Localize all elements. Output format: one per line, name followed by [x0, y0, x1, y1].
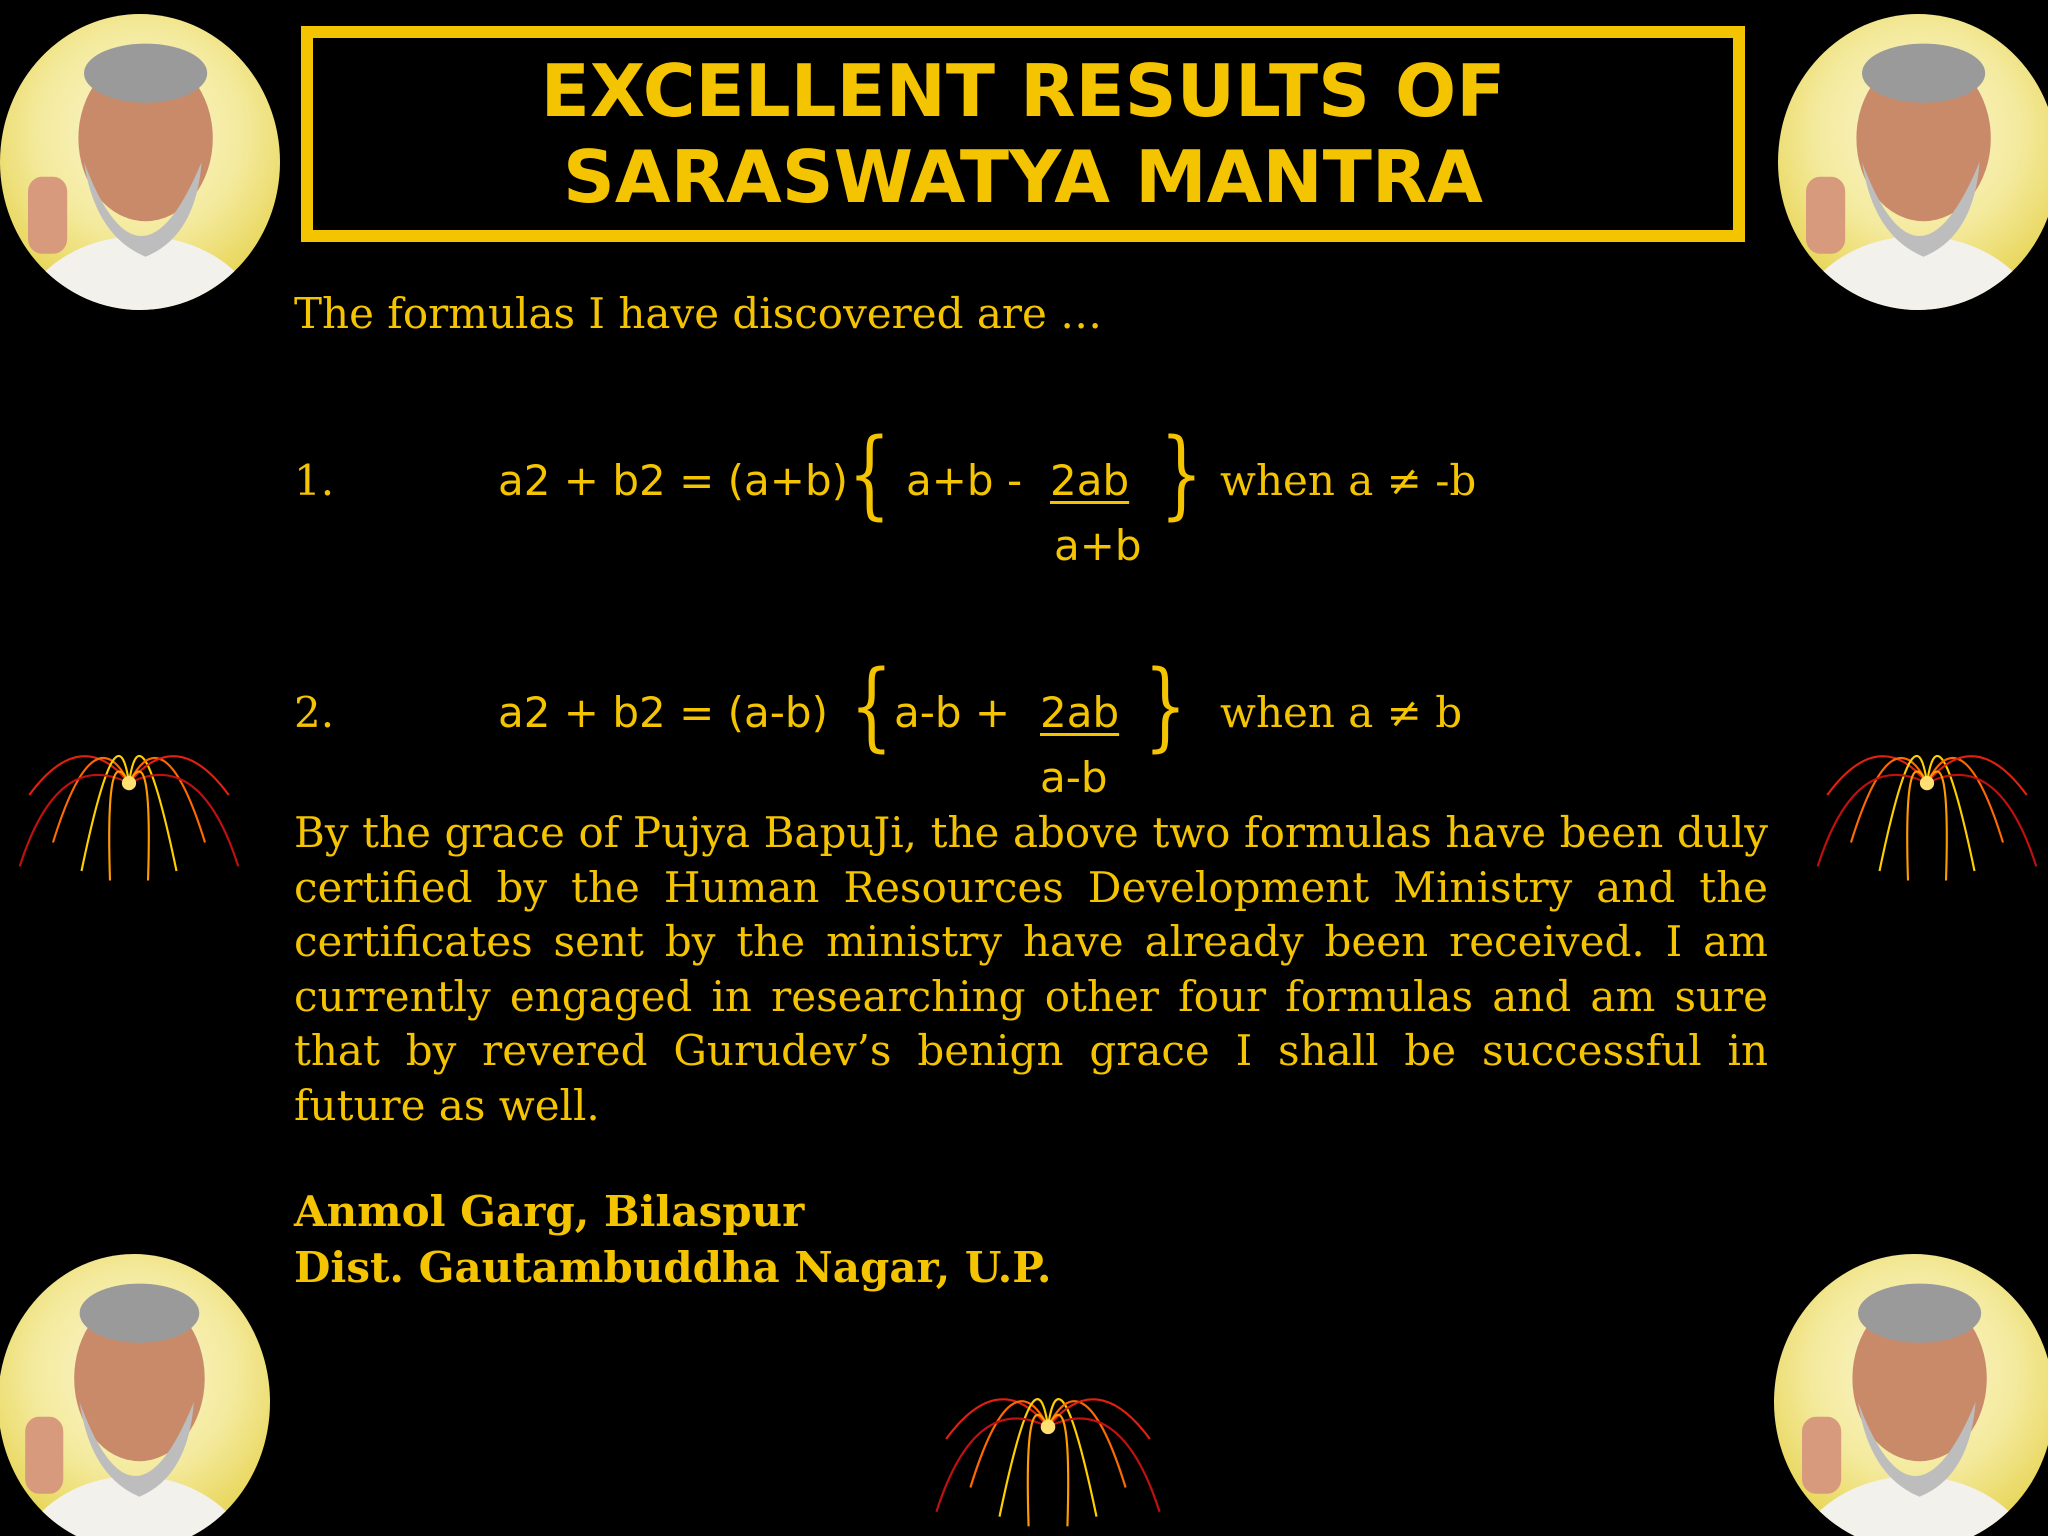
- formula-inner: a+b -: [906, 456, 1023, 505]
- close-brace: }: [1144, 650, 1187, 762]
- signature-name: Anmol Garg, Bilaspur: [294, 1187, 805, 1236]
- intro-text: The formulas I have discovered are …: [294, 289, 1103, 338]
- formula-1: [294, 418, 1794, 576]
- signature-location: Dist. Gautambuddha Nagar, U.P.: [294, 1243, 1052, 1292]
- title-line-2: SARASWATYA MANTRA: [563, 135, 1483, 219]
- formula-2: [294, 650, 1794, 808]
- title-line-1: EXCELLENT RESULTS OF: [540, 49, 1506, 133]
- formula-denominator: a-b: [1040, 753, 1108, 802]
- formula-lhs: a2 + b2 = (a-b): [498, 688, 828, 737]
- formula-number: 2.: [294, 688, 335, 737]
- open-brace: {: [850, 650, 893, 762]
- formula-lhs: a2 + b2 = (a+b): [498, 456, 848, 505]
- formula-number: 1.: [294, 456, 335, 505]
- portrait-bottom-left: [0, 1254, 270, 1536]
- portrait-top-right: [1778, 14, 2048, 310]
- formula-numerator: 2ab: [1040, 688, 1120, 737]
- formula-numerator: 2ab: [1050, 456, 1130, 505]
- formula-inner: a-b +: [894, 688, 1011, 737]
- formula-condition: when a ≠ -b: [1220, 456, 1477, 505]
- firework-bottom-icon: [920, 1342, 1176, 1536]
- formula-denominator: a+b: [1054, 521, 1142, 570]
- formula-condition: when a ≠ b: [1220, 688, 1463, 737]
- close-brace: }: [1160, 418, 1203, 530]
- firework-right-icon: [1806, 700, 2048, 890]
- portrait-top-left: [0, 14, 280, 310]
- body-paragraph: By the grace of Pujya BapuJi, the above two formulas have been duly certified by the Human Resources Development Ministry and the certificates sent by the ministry have already been received. I am currently engaged in researching other four formulas and am sure that by revered Gurudev’s benign grace I shall be successful in future as well.: [294, 808, 1768, 1130]
- open-brace: {: [848, 418, 891, 530]
- firework-left-icon: [0, 700, 258, 890]
- portrait-bottom-right: [1774, 1254, 2048, 1536]
- title-box: [301, 26, 1745, 242]
